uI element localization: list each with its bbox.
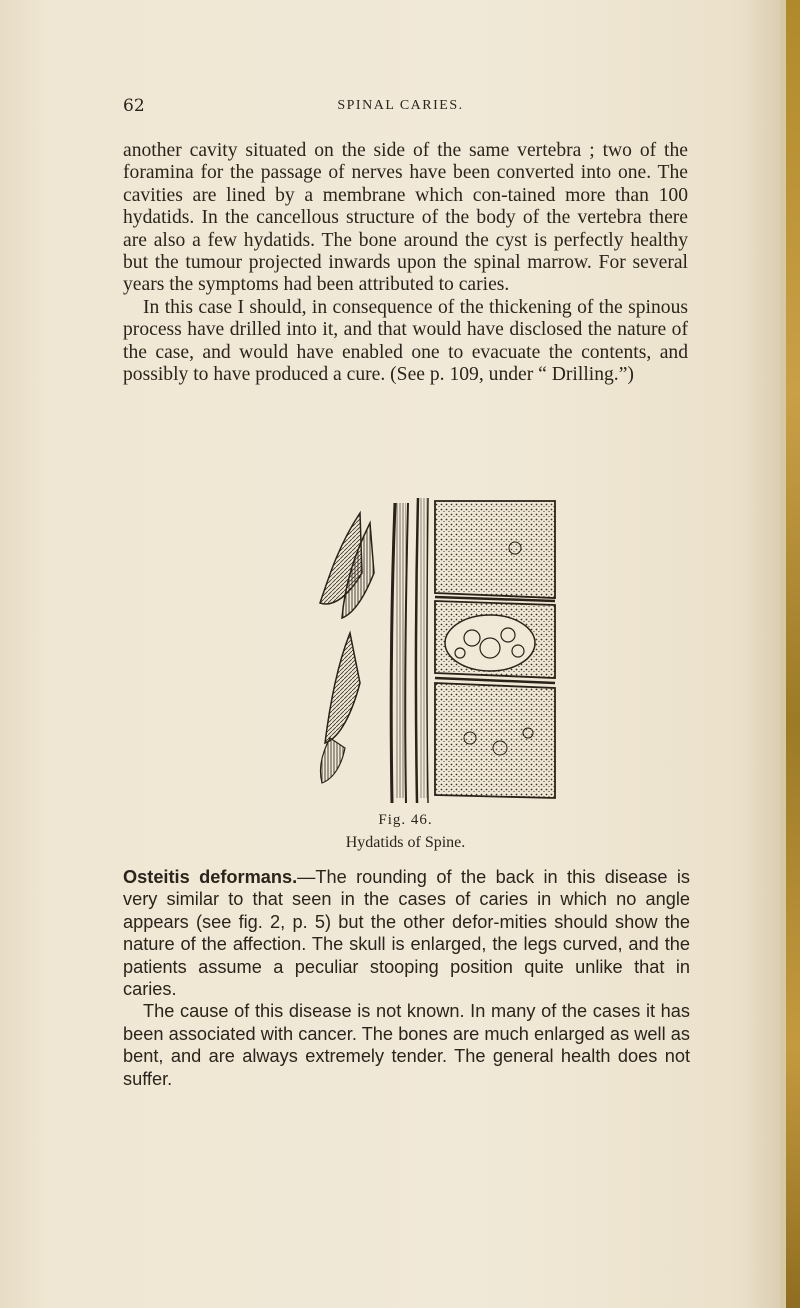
- book-edge: [786, 0, 800, 1308]
- paragraph: In this case I should, in consequence of the thickening of the spinous process have drilled into it, and that would have disclosed the nature of the case, and would have enabled one to evacuate the contents, and possibly to have produced a cure. (See p. 109, under “ Drilling.”): [123, 296, 688, 386]
- spine-hydatids-illustration: [300, 483, 565, 808]
- running-title: SPINAL CARIES.: [337, 98, 464, 113]
- paragraph: [123, 866, 690, 1000]
- paragraph-text: —The rounding of the back in this disease is very similar to that seen in the cases of caries in which no angle appears (see fig. 2, p. 5) but the other defor-mities should show the nature of the affection. The skull is enlarged, the legs curved, and the patients assume a peculiar stooping position quite unlike that in caries.: [123, 867, 690, 1000]
- body-text-section-2: [123, 866, 690, 1090]
- page-number: 62: [123, 96, 145, 116]
- body-text-section-1: [123, 140, 688, 386]
- paragraph: another cavity situated on the side of the same vertebra ; two of the foramina for the passage of nerves have been converted into one. The cavities are lined by a membrane which con-tained more than 100 hydatids. In the cancellous structure of the body of the vertebra there are also a few hydatids. The bone around the cyst is perfectly healthy but the tumour projected inwards upon the spinal marrow. For several years the symptoms had been attributed to caries.: [123, 140, 688, 296]
- paragraph: The cause of this disease is not known. In many of the cases it has been associated with cancer. The bones are much enlarged as well as bent, and are always extremely tender. The general health does not suffer.: [123, 1001, 690, 1089]
- section-heading: Osteitis deformans.: [123, 867, 298, 887]
- figure-label: Fig. 46.: [378, 812, 433, 828]
- page-header: [123, 96, 678, 116]
- figure-caption: Hydatids of Spine.: [345, 834, 466, 851]
